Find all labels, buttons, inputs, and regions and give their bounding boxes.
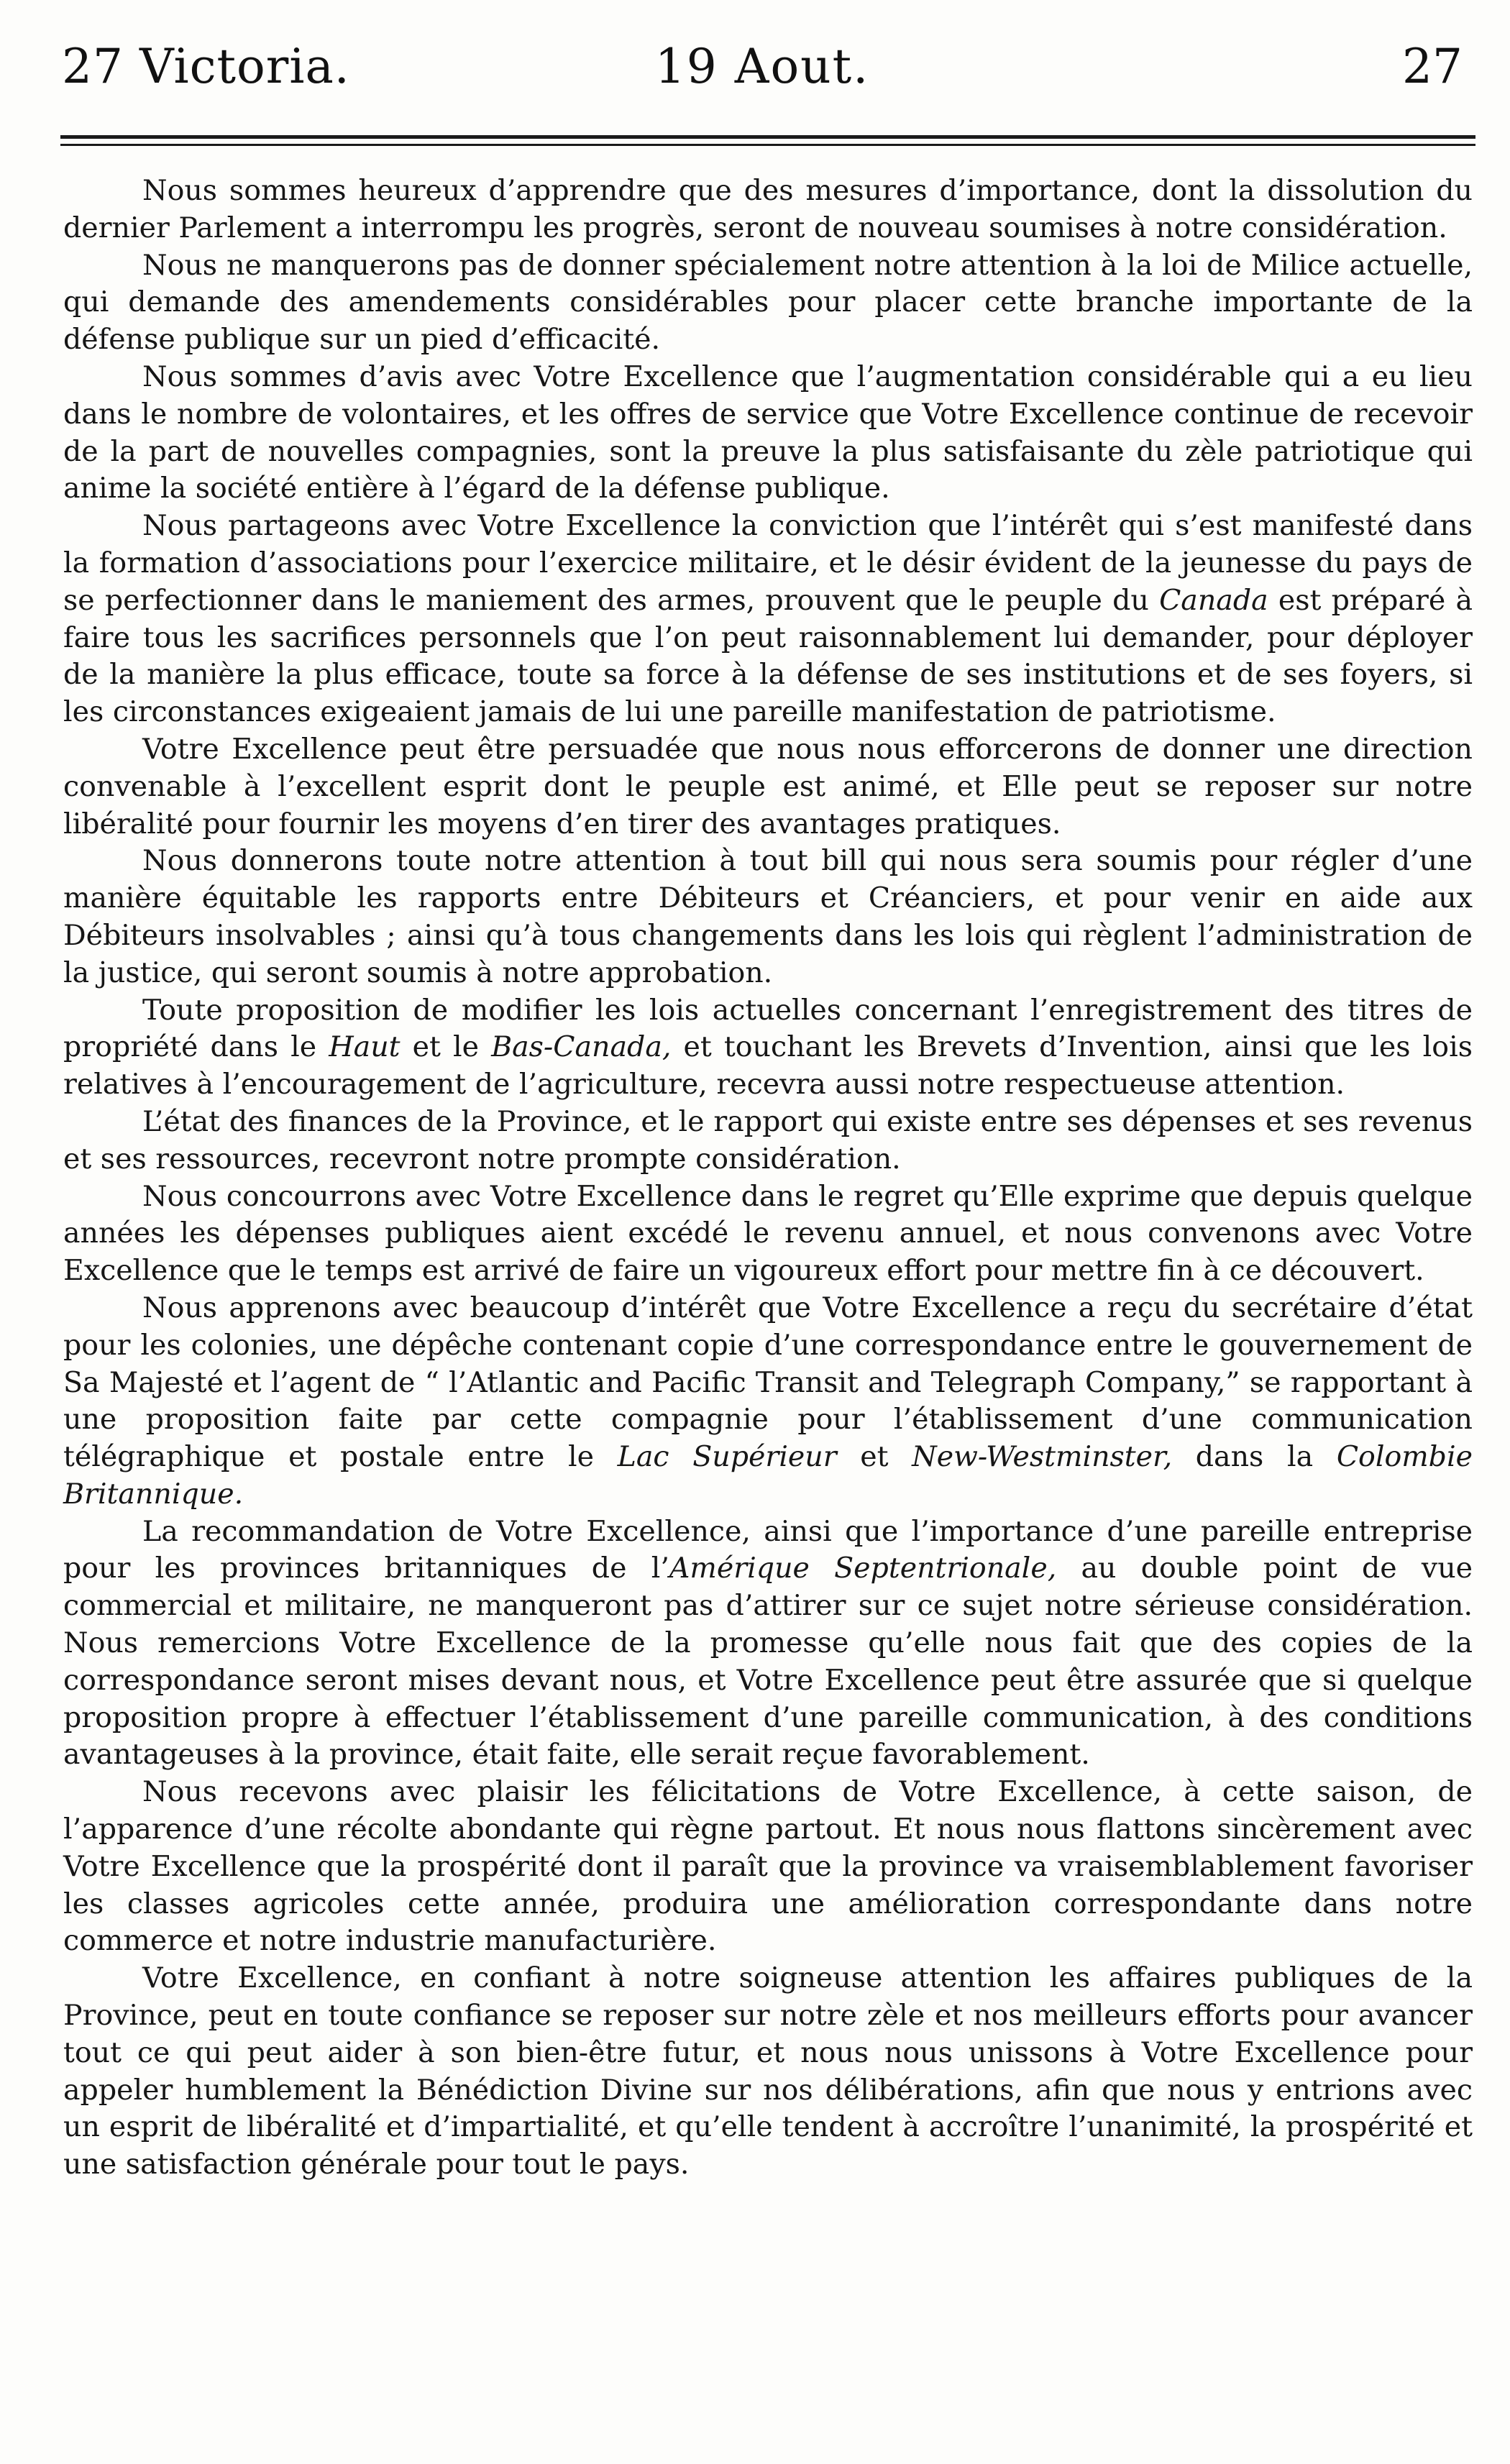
paragraph <box>63 1178 1473 1290</box>
italic-text: Canada <box>1159 583 1268 617</box>
paragraph-text: au double point de vue commercial et militaire, ne manqueront pas d’attirer sur ce sujet notre sérieuse considération. Nous remercions Votre Excellence de la promesse qu’elle nous fait que des copies de la correspondance seront mises devant nous, et Votre Excellence peut être assurée que si quelque proposition propre à effectuer l’établissement d’une pareille communication, à des conditions avantageuses à la province, était faite, elle serait reçue favorablement. <box>63 1552 1473 1772</box>
paragraph-text: Nous partageons avec Votre Excellence la conviction que l’intérêt qui s’est manifesté dans la formation d’associations pour l’exercice militaire, et le désir évident de la jeunesse du pays de se perfectionner dans le maniement des armes, prouvent que le peuple du <box>63 509 1473 617</box>
paragraph <box>63 731 1473 843</box>
paragraph <box>63 508 1473 731</box>
header-rule-thin <box>60 144 1475 146</box>
paragraph <box>63 992 1473 1104</box>
paragraph-text: Nous ne manquerons pas de donner spécialement notre attention à la loi de Milice actuelle, qui demande des amendements considérables pour placer cette branche importante de la défense publique sur un pied d’efficacité. <box>63 248 1473 357</box>
paragraph-text: Nous donnerons toute notre attention à tout bill qui nous sera soumis pour régler d’une manière équitable les rapports entre Débiteurs et Créanciers, et pour venir en aide aux Débiteurs insolvables ; ainsi qu’à tous changements dans les lois qui règlent l’administration de la justice, qui seront soumis à notre approbation. <box>63 844 1473 989</box>
italic-text: Bas-Canada, <box>491 1030 672 1064</box>
running-header <box>58 29 1467 108</box>
paragraph <box>63 1513 1473 1774</box>
paragraph <box>63 1960 1473 2184</box>
paragraph-text: Votre Excellence peut être persuadée que nous nous efforcerons de donner une direction convenable à l’excellent esprit dont le peuple est animé, et Elle peut se reposer sur notre libéralité pour fournir les moyens d’en tirer des avantages pratiques. <box>63 732 1473 841</box>
paragraph-text: Nous concourrons avec Votre Excellence dans le regret qu’Elle exprime que depuis quelque années les dépenses publiques aient excédé le revenu annuel, et nous convenons avec Votre Excellence que le temps est arrivé de faire un vigoureux effort pour mettre fin à ce découvert. <box>63 1179 1473 1288</box>
paragraph-text: Nous sommes d’avis avec Votre Excellence que l’augmentation considérable qui a eu lieu dans le nombre de volontaires, et les offres de service que Votre Excellence continue de recevoir de la part de nouvelles compagnies, sont la preuve la plus satisfaisante du zèle patriotique qui anime la société entière à l’égard de la défense publique. <box>63 359 1473 505</box>
paragraph-text: et le <box>400 1030 492 1064</box>
italic-text: Haut <box>329 1030 401 1064</box>
italic-text: New-Westminster, <box>912 1440 1173 1474</box>
page-number: 27 <box>1402 39 1463 94</box>
paragraph-text: est préparé à faire tous les sacrifices personnels que l’on peut raisonnablement lui demander, pour déployer de la manière la plus efficace, toute sa force à la défense de ses institutions et de ses foyers, si les circonstances exigeaient jamais de lui une pareille manifestation de patriotisme. <box>63 583 1473 729</box>
italic-text: Colombie Britannique. <box>63 1440 1473 1511</box>
paragraph-text: et touchant les Brevets d’Invention, ainsi que les lois relatives à l’encouragement de l’agriculture, recevra aussi notre respectueuse attention. <box>63 1030 1473 1102</box>
paragraph-text: La recommandation de Votre Excellence, ainsi que l’importance d’une pareille entreprise pour les provinces britanniques de l’ <box>63 1514 1473 1585</box>
paragraph-text: Nous apprenons avec beaucoup d’intérêt que Votre Excellence a reçu du secrétaire d’état pour les colonies, une dépêche contenant copie d’une correspondance entre le gouvernement de Sa Majesté et l’agent de “ l’Atlantic and Pacific Transit and Telegraph Company,” se rapportant à une proposition faite par cette compagnie pour l’établissement d’une communication télégraphique et postale entre le <box>63 1291 1473 1474</box>
italic-text: Lac Supérieur <box>617 1440 837 1474</box>
paragraph-text: Nous recevons avec plaisir les félicitations de Votre Excellence, à cette saison, de l’apparence d’une récolte abondante qui règne partout. Et nous nous flattons sincèrement avec Votre Excellence que la prospérité dont il paraît que la province va vraisemblablement favoriser les classes agricoles cette année, produira une amélioration correspondante dans notre commerce et notre industrie manufacturière. <box>63 1775 1473 1958</box>
paragraph <box>63 843 1473 991</box>
paragraph <box>63 1774 1473 1960</box>
paragraph-text: L’état des finances de la Province, et le rapport qui existe entre ses dépenses et ses revenus et ses ressources, recevront notre prompte considération. <box>63 1104 1473 1176</box>
paragraph <box>63 359 1473 508</box>
paragraph <box>63 247 1473 359</box>
paragraph <box>63 1290 1473 1513</box>
paragraph <box>63 1104 1473 1178</box>
paragraph <box>63 173 1473 247</box>
paragraph-text: Toute proposition de modifier les lois actuelles concernant l’enregistrement des titres de propriété dans le <box>63 993 1473 1064</box>
header-date: 19 Aout. <box>654 39 870 94</box>
header-rule-thick <box>60 135 1475 139</box>
paragraph-text: Nous sommes heureux d’apprendre que des mesures d’importance, dont la dissolution du dernier Parlement a interrompu les progrès, seront de nouveau soumises à notre considération. <box>63 174 1473 244</box>
italic-text: Amérique Septentrionale, <box>669 1552 1057 1585</box>
paragraph-text: Votre Excellence, en confiant à notre soigneuse attention les affaires publiques de la Province, peut en toute confiance se reposer sur notre zèle et nos meilleurs efforts pour avancer tout ce qui peut aider à son bien-être futur, et nous nous unissons à Votre Excellence pour appeler humblement la Bénédiction Divine sur nos délibérations, afin que nous y entrions avec un esprit de libéralité et d’impartialité, et qu’elle tendent à accroître l’unanimité, la prospérité et une satisfaction générale pour tout le pays. <box>63 1961 1473 2181</box>
paragraph-text: et <box>836 1440 912 1474</box>
paragraph-text: dans la <box>1172 1440 1337 1474</box>
header-session: 27 Victoria. <box>62 39 350 94</box>
body-text <box>63 173 1473 2184</box>
